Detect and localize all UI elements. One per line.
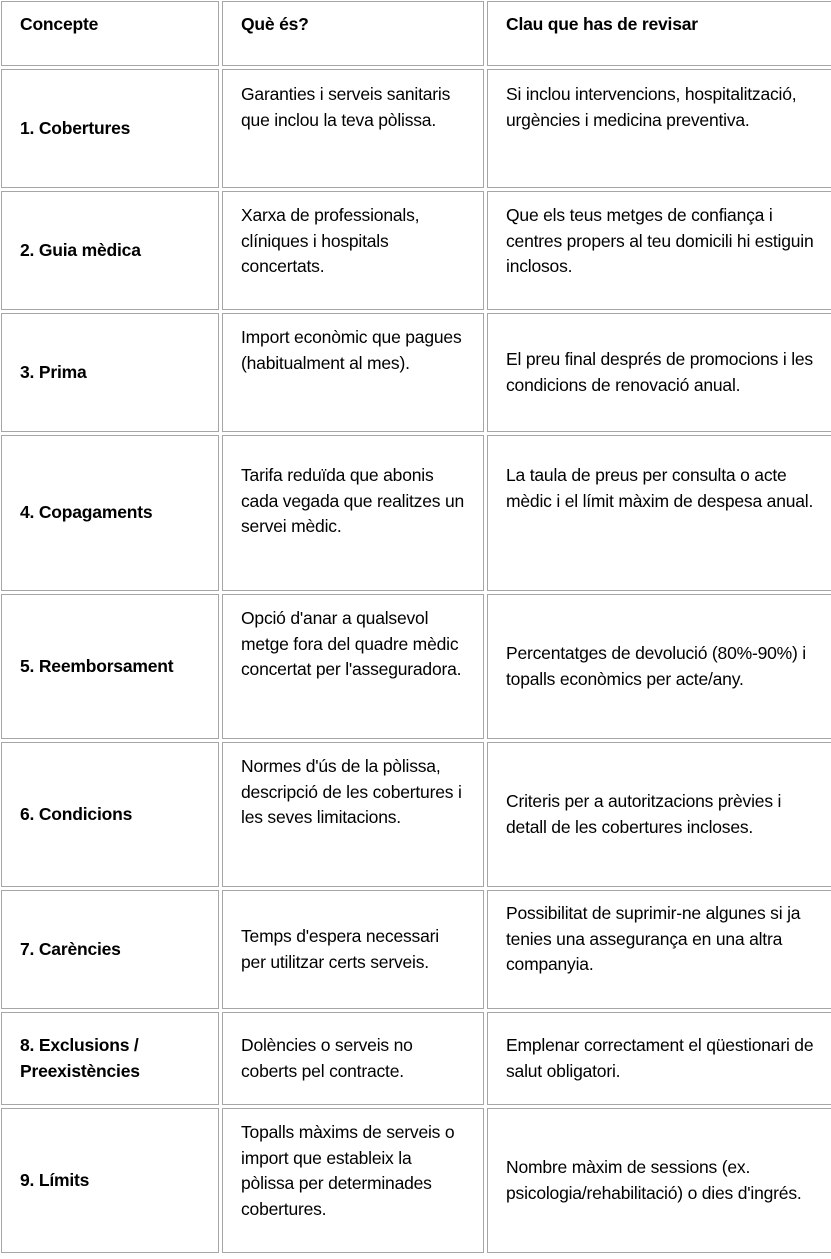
key-cell: Que els teus metges de confiança i centres propers al teu domicili hi estiguin inclosos. — [487, 191, 831, 310]
concept-cell: 9. Límits — [1, 1108, 219, 1253]
table-row — [1, 1108, 831, 1253]
what-cell: Dolències o serveis no coberts pel contracte. — [222, 1012, 484, 1105]
concept-cell: 3. Prima — [1, 313, 219, 432]
key-cell: Criteris per a autoritzacions prèvies i detall de les cobertures incloses. — [487, 742, 831, 887]
what-cell: Temps d'espera necessari per utilitzar certs serveis. — [222, 890, 484, 1009]
table-row — [1, 742, 831, 887]
header-concept: Concepte — [1, 1, 219, 66]
what-cell: Tarifa reduïda que abonis cada vegada que realitzes un servei mèdic. — [222, 435, 484, 591]
concept-cell: 8. Exclusions / Preexistències — [1, 1012, 219, 1105]
key-cell: Emplenar correctament el qüestionari de salut obligatori. — [487, 1012, 831, 1105]
concept-cell: 5. Reemborsament — [1, 594, 219, 739]
key-cell: Si inclou intervencions, hospitalització, urgències i medicina preventiva. — [487, 69, 831, 188]
what-cell: Import econòmic que pagues (habitualment al mes). — [222, 313, 484, 432]
table-header-row — [1, 1, 831, 66]
key-cell: El preu final després de promocions i les condicions de renovació anual. — [487, 313, 831, 432]
what-cell: Xarxa de professionals, clíniques i hospitals concertats. — [222, 191, 484, 310]
concept-cell: 4. Copagaments — [1, 435, 219, 591]
what-cell: Opció d'anar a qualsevol metge fora del quadre mèdic concertat per l'asseguradora. — [222, 594, 484, 739]
table-row — [1, 594, 831, 739]
concept-cell: 1. Cobertures — [1, 69, 219, 188]
table-row — [1, 1012, 831, 1105]
table-row — [1, 313, 831, 432]
key-cell: Possibilitat de suprimir-ne algunes si ja tenies una assegurança en una altra companyia. — [487, 890, 831, 1009]
what-cell: Topalls màxims de serveis o import que estableix la pòlissa per determinades cobertures. — [222, 1108, 484, 1253]
key-cell: Nombre màxim de sessions (ex. psicologia/rehabilitació) o dies d'ingrés. — [487, 1108, 831, 1253]
header-key: Clau que has de revisar — [487, 1, 831, 66]
table-row — [1, 890, 831, 1009]
header-what: Què és? — [222, 1, 484, 66]
concept-cell: 2. Guia mèdica — [1, 191, 219, 310]
table-row — [1, 435, 831, 591]
concept-cell: 6. Condicions — [1, 742, 219, 887]
key-cell: La taula de preus per consulta o acte mèdic i el límit màxim de despesa anual. — [487, 435, 831, 591]
what-cell: Normes d'ús de la pòlissa, descripció de les cobertures i les seves limitacions. — [222, 742, 484, 887]
table-row — [1, 69, 831, 188]
table-row — [1, 191, 831, 310]
concept-cell: 7. Carències — [1, 890, 219, 1009]
what-cell: Garanties i serveis sanitaris que inclou la teva pòlissa. — [222, 69, 484, 188]
key-cell: Percentatges de devolució (80%-90%) i topalls econòmics per acte/any. — [487, 594, 831, 739]
